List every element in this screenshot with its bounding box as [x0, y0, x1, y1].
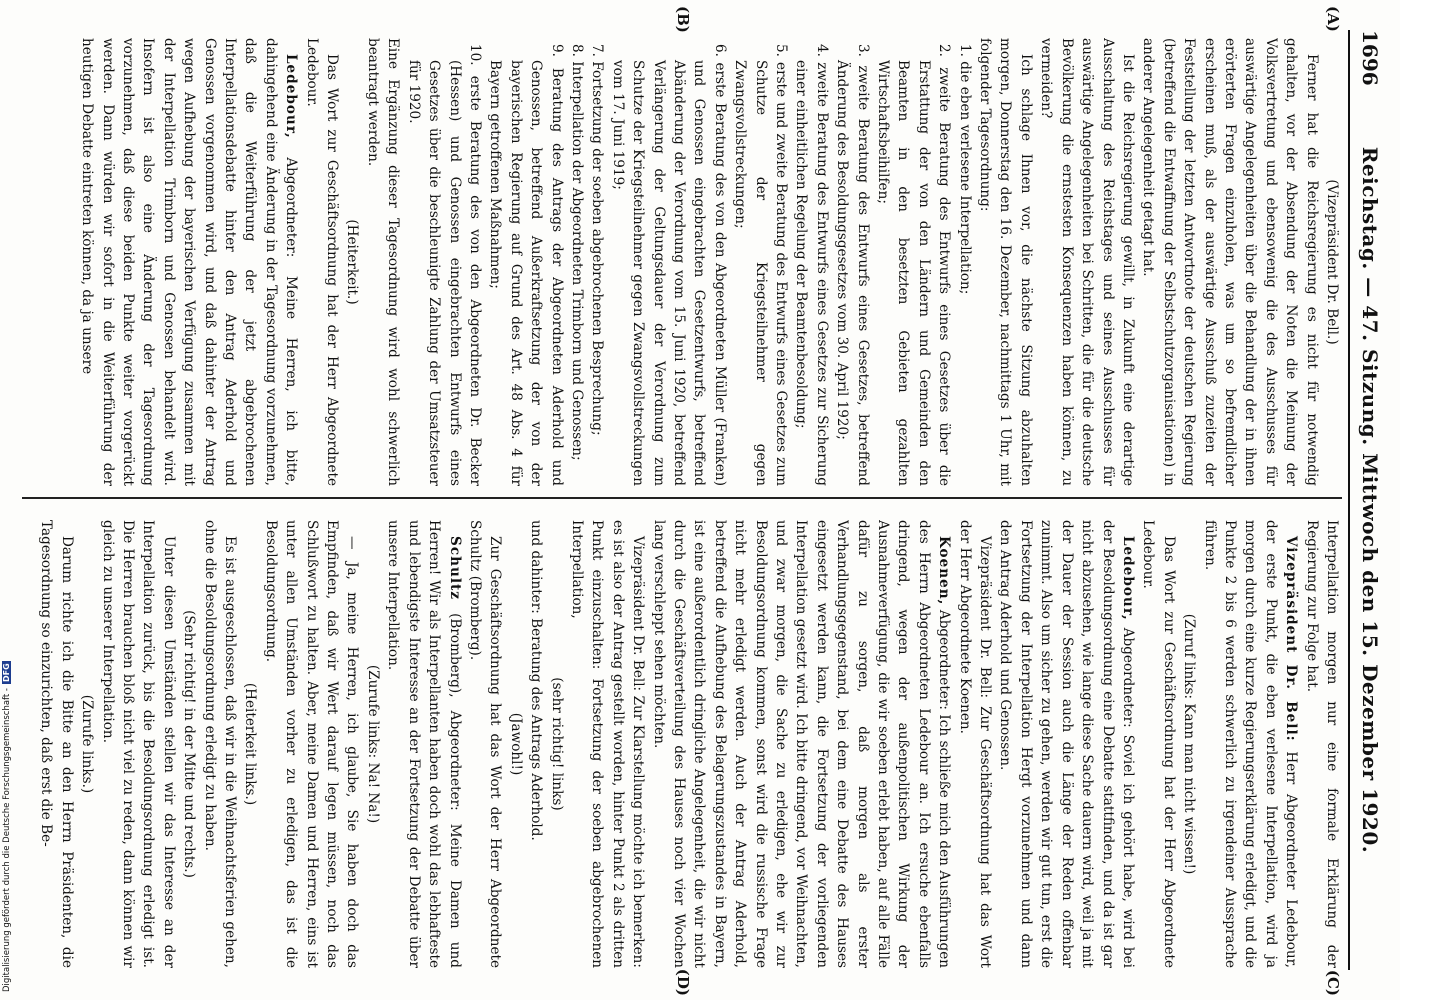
speech-paragraph	[995, 520, 1138, 968]
agenda-item: 7. Fortsetzung der soeben abgebrochenen Besprechung;	[589, 44, 606, 436]
digitization-credit	[2, 661, 12, 992]
agenda-item: 8. Interpellation der Abgeordneten Trimborn und Genossen;	[568, 44, 585, 461]
paragraph: — Ja, meine Herren, ich glaube, Sie haben doch das Empfinden, daß wir Wert darauf legen müssen, noch das Schlußwort zu halten. Aber, meine Damen und Herren, eins ist unter allen Umständen vorher zu erledigen, das ist die Besoldungsordnung.	[262, 520, 361, 968]
credit-text: Digitalisierung gefördert durch die Deutsche Forschungsgemeinschaft -	[2, 688, 12, 992]
agenda-item: 1. die eben verlesene Interpellation;	[956, 44, 973, 295]
right-column	[22, 520, 1342, 968]
interjection: (Zuruf links: Kann man nicht wissen!)	[1181, 613, 1198, 875]
agenda-item: 4. zweite Beratung des Entwurfs eines Gesetzes zur Sicherung einer einheitlichen Regelung der Beamtenbesoldung;	[793, 44, 830, 486]
speech-paragraph	[77, 38, 301, 486]
margin-mark-b: (B)	[674, 6, 692, 33]
speaker-name: Schultz	[446, 536, 463, 601]
paragraph: Ist die Reichsregierung gewillt, in Zukunft eine derartige Ausschaltung des Reichstages und seines Ausschusses für auswärtige Angelegenheiten bei Schritten, die für die deutsche Bevölkerung die ernstesten Konsequenzen haben können, zu vermeiden?	[1038, 38, 1136, 486]
interjection: (sehr richtig! links)	[548, 677, 565, 811]
paragraph: Eine Ergänzung dieser Tagesordnung wird wohl schwerlich beantragt werden.	[364, 38, 402, 486]
interjection: (Heiterkeit links.)	[242, 682, 259, 806]
paragraph: Ich schlage Ihnen vor, die nächste Sitzung abzuhalten morgen, Donnerstag den 16. Dezember, nachmittags 1 Uhr, mit folgender Tagesordnung:	[977, 38, 1034, 486]
speech-text: Abgeordneter: Ich schließe mich den Ausführungen des Herrn Abgeordneten Ledebour an. Ich ersuche ebenfalls dringend, wegen der außenpolitischen Wirkung der Ausnahmeverfügung, die wir soeben erlebt haben, auf alle Fälle dafür zu sorgen, daß morgen als erster Verhandlungsgegenstand, bei dem eine Debatte des Hauses eingesetzt werden kann, die Fortsetzung der vorliegenden Interpellation gesetzt wird. Ich bitte dringend, vor Weihnachten, und zwar morgen, die Sache zu erledigen, ehe wir zur Besoldungsordnung kommen, sonst wird die russische Frage nicht mehr erledigt werden. Auch der Antrag Aderhold, betreffend die Aufhebung des Belagerungszustandes in Bayern, ist eine außerordentlich dringliche Angelegenheit, die wir nicht durch die Geschäftsverteilung des Hauses noch vier Wochen lang verschleppt sehen möchten.	[650, 520, 953, 968]
dfg-logo: DFG	[2, 663, 11, 683]
agenda-item: 9. Beratung des Antrags der Abgeordneten Aderhold und Genossen, betreffend Außerkraftsetzung der von der bayerischen Regierung auf Grund des Art. 48 Abs. 4 für Bayern getroffenen Maßnahmen;	[487, 44, 565, 486]
page-title: Reichstag. — 47. Sitzung. Mittwoch den 15. Dezember 1920.	[1358, 146, 1382, 854]
page-header	[1354, 30, 1382, 970]
speaker-name: Ledebour,	[283, 54, 300, 139]
speech-paragraph	[648, 520, 954, 968]
paragraph: Vizepräsident Dr. Bell: Zur Klarstellung möchte ich bemerken: es ist also der Antrag gestellt worden, hinter Punkt 2 als dritten Punkt einzuschalten: Fortsetzung der soeben abgebrochenen Interpellation,	[568, 520, 647, 968]
agenda-item: 5. erste und zweite Beratung des Entwurfs eines Gesetzes zum Schutze der Kriegsteilnehmer gegen Zwangsvollstreckungen;	[732, 44, 790, 486]
speech-text: Abgeordneter: Meine Herren, ich bitte, dahingehend eine Änderung in der Tagesordnung vorzunehmen, daß die Weiterführung der jetzt abgebrochenen Interpellationsdebatte hinter den Antrag Aderhold und Genossen vorgenommen wird, und daß dahinter der Antrag wegen Aufhebung der bayerischen Verfügung zusammen mit der Interpellation Trimborn und Genossen behandelt wird. Insofern ist also eine Änderung der Tagesordnung vorzunehmen, daß diese beiden Punkte weiter vorgerückt werden. Dann würden wir sofort in die Weiterführung der heutigen Debatte eintreten können, da ja unsere	[79, 38, 300, 486]
margin-mark-a: (A)	[1324, 6, 1342, 32]
interjection: (Heiterkeit.)	[344, 219, 361, 305]
paragraph: Ferner hat die Reichsregierung es nicht für notwendig gehalten, vor der Absendung der Noten die Meinung der Volksvertretung und ebensowenig die des Ausschusses für auswärtige Angelegenheiten über die Behandlung der in ihnen erörterten Fragen einzuholen, was um so befremdlicher erscheinen muß, als der auswärtige Ausschuß zuzeiten der Feststellung der letzten Antwortnote der deutschen Regierung (betreffend die Entwaffnung der Selbstschutzorganisationen) in anderer Angelegenheit getagt hat.	[1140, 38, 1320, 486]
speaker-note: (Vizepräsident Dr. Bell.)	[1324, 179, 1340, 345]
speaker-name: Koenen,	[936, 536, 953, 606]
speech-text: Herr Abgeordneter Ledebour, der erste Punkt, die eben verlesene Interpellation, wird ja morgen durch eine kurze Regierungserklärung erledigt, und die Punkte 2 bis 6 werden schwerlich zu irgendeiner Aussprache führen.	[1201, 520, 1300, 968]
interjection: (Zurufe links: Na! Na!)	[364, 664, 381, 824]
column-divider	[22, 497, 1342, 499]
agenda-item: 6. erste Beratung des von den Abgeordneten Müller (Franken) und Genossen eingebrachten Gesetzentwurfs, betreffend Abänderung der Verordnung vom 15. Juni 1920, betreffend Verlängerung der Geltungsdauer der Verordnung zum Schutze der Kriegsteilnehmer gegen Zwangsvollstreckungen vom 17. Juni 1919;	[609, 44, 728, 486]
paragraph: Zur Geschäftsordnung hat das Wort der Herr Abgeordnete Schultz (Bromberg).	[466, 520, 504, 968]
paragraph: Interpellation morgen nur eine formale Erklärung der Regierung zur Folge hat.	[1303, 520, 1340, 968]
paragraph: Vizepräsident Dr. Bell: Zur Geschäftsordnung hat das Wort der Herr Abgeordnete Koenen.	[956, 520, 994, 968]
paragraph: Das Wort zur Geschäftsordnung hat der Herr Abgeordnete Ledebour.	[303, 38, 341, 486]
speech-text: Abgeordneter: Soviel ich gehört habe, wird bei der Besoldungsordnung eine Debatte stattfinden, und da ist gar nicht abzusehen, wie lange diese Sache dauern wird, weil ja mit der Dauer der Session auch die Länge der Reden offenbar zunimmt. Also um sicher zu gehen, werden wir gut tun, erst die Fortsetzung der Interpellation Hergt vorzunehmen und dann den Antrag Aderhold und Genossen.	[997, 520, 1136, 968]
paragraph: Darum richte ich die Bitte an den Herrn Präsidenten, die Tagesordnung so einzurichten, daß erst die Be-	[38, 520, 75, 968]
paragraph: Unter diesen Umständen stellen wir das Interesse an der Interpellation zurück, bis die Besoldungsordnung erledigt ist. Die Herren brauchen bloß nicht viel zu reden, dann können wir gleich zu unserer Interpellation.	[99, 520, 177, 968]
interjection: (Sehr richtig! in der Mitte und rechts.)	[181, 610, 198, 878]
left-column	[22, 38, 1342, 486]
interjection: (Zurufe links.)	[79, 694, 96, 794]
agenda-item: 3. zweite Beratung des Entwurfs eines Gesetzes, betreffend Änderung des Besoldungsgesetzes vom 30. April 1920;	[834, 44, 871, 486]
paragraph: Es ist ausgeschlossen, daß wir in die Weihnachtsferien gehen, ohne die Besoldungsordnung erledigt zu haben.	[201, 520, 239, 968]
interjection: (Jawohl!)	[507, 712, 524, 776]
speech-paragraph	[1199, 520, 1301, 968]
speaker-name: Ledebour,	[1119, 536, 1136, 621]
page-number: 1696	[1358, 30, 1382, 86]
agenda-item: 2. zweite Beratung des Entwurfs eines Gesetzes über die Erstattung der von den Ländern und Gemeinden den Beamten in den besetzten Gebieten gezahlten Wirtschaftsbeihilfen;	[875, 44, 953, 486]
paragraph: und dahinter: Beratung des Antrags Aderhold.	[528, 520, 545, 841]
paragraph: Das Wort zur Geschäftsordnung hat der Herr Abgeordnete Ledebour.	[1140, 520, 1177, 968]
header-rule	[1348, 30, 1350, 970]
speech-paragraph	[383, 520, 465, 968]
margin-mark-d: (D)	[674, 968, 692, 996]
speaker-name: Vizepräsident Dr. Bell:	[1283, 536, 1300, 742]
speech-text: (Bromberg), Abgeordneter: Meine Damen und Herren! Wir als Interpellanten haben doch wohl das lebhafteste und lebendigste Interesse an der Fortsetzung der Debatte über unsere Interpellation.	[385, 520, 463, 968]
agenda-item: 10. erste Beratung des von den Abgeordneten Dr. Becker (Hessen) und Genossen eingebrachten Entwurfs eines Gesetzes über die beschleunigte Zahlung der Umsatzsteuer für 1920.	[405, 44, 483, 486]
margin-mark-c: (C)	[1324, 969, 1342, 996]
